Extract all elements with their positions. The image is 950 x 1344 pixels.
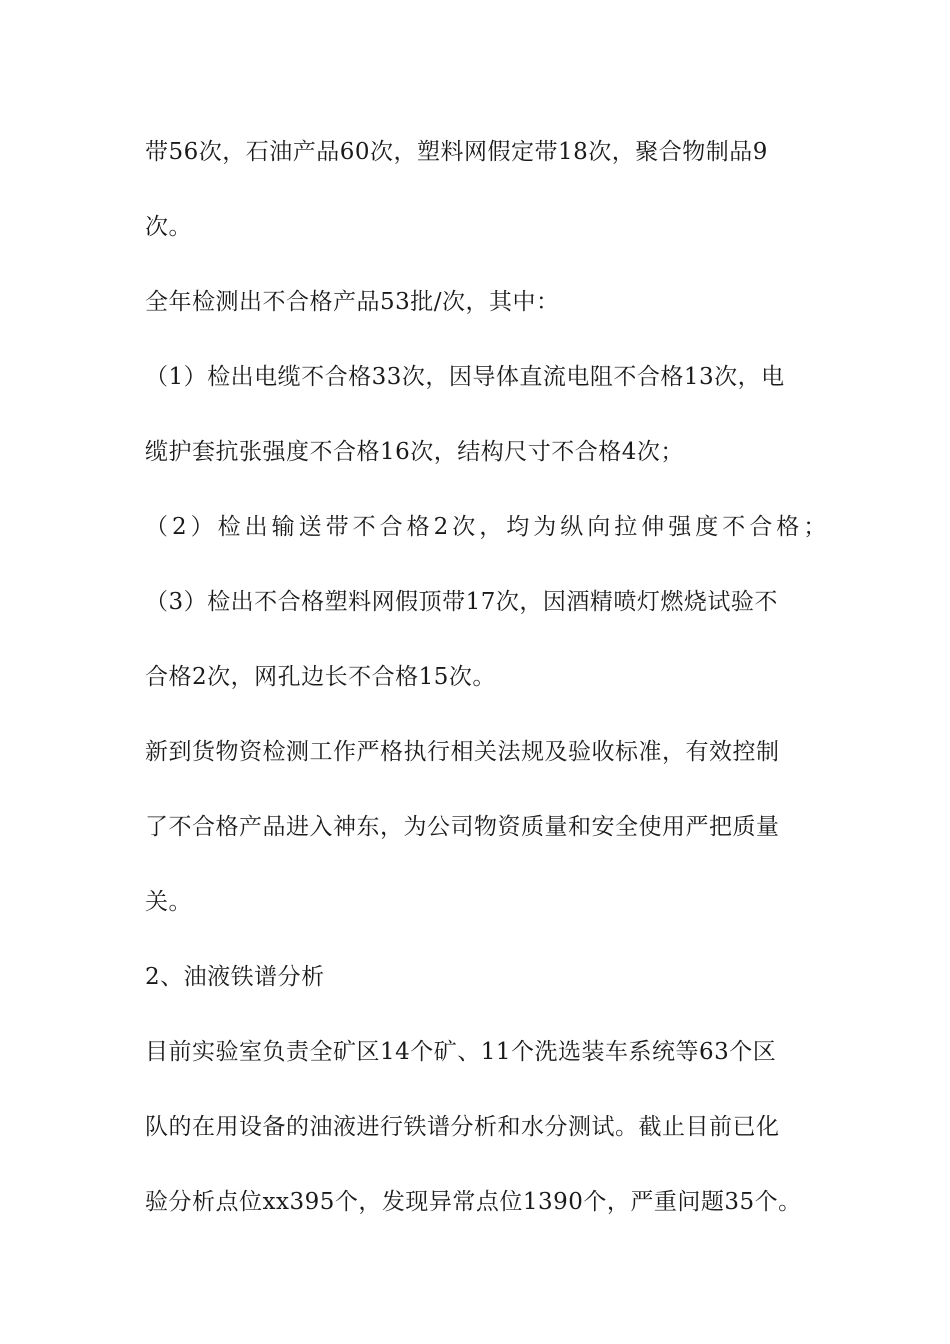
body-text-line: 新到货物资检测工作严格执行相关法规及验收标准，有效控制 <box>145 739 780 765</box>
list-item-line: 合格2次，网孔边长不合格15次。 <box>145 664 496 690</box>
list-item-line: 缆护套抗张强度不合格16次，结构尺寸不合格4次； <box>145 439 684 465</box>
body-text-line: 验分析点位xx395个，发现异常点位1390个，严重问题35个。 <box>145 1189 802 1215</box>
body-text-line: 关。 <box>145 889 192 915</box>
body-text-line: 队的在用设备的油液进行铁谱分析和水分测试。截止目前已化 <box>145 1114 780 1140</box>
body-text-line: 目前实验室负责全矿区14个矿、11个洗选装车系统等63个区 <box>145 1039 777 1065</box>
list-item-line: （3）检出不合格塑料网假顶带17次，因酒精喷灯燃烧试验不 <box>145 589 778 615</box>
list-item-line: （1）检出电缆不合格33次，因导体直流电阻不合格13次，电 <box>145 364 785 390</box>
body-text-line: 了不合格产品进入神东，为公司物资质量和安全使用严把质量 <box>145 814 780 840</box>
section-heading: 2、油液铁谱分析 <box>145 964 325 990</box>
body-text-line: 全年检测出不合格产品53批/次，其中： <box>145 289 560 315</box>
body-text-line: 带56次，石油产品60次，塑料网假定带18次，聚合物制品9 <box>145 139 768 165</box>
list-item-line: （2）检出输送带不合格2次，均为纵向拉伸强度不合格； <box>145 514 831 540</box>
body-text-line: 次。 <box>145 214 192 240</box>
